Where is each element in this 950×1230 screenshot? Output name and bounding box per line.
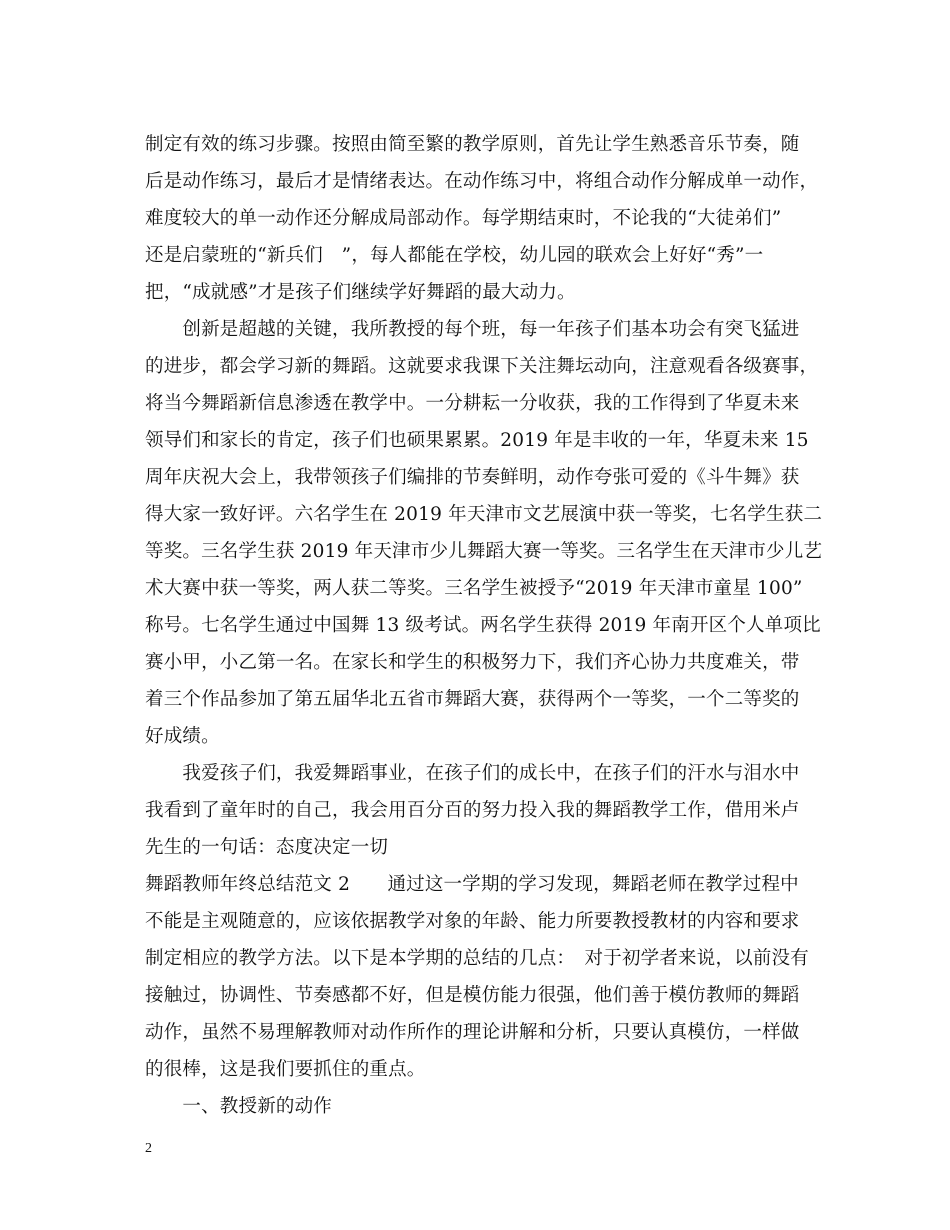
text-line: 周年庆祝大会上，我带领孩子们编排的节奏鲜明，动作夸张可爱的《斗牛舞》获 — [145, 467, 800, 488]
text-line: 我爱孩子们，我爱舞蹈事业，在孩子们的成长中，在孩子们的汗水与泪水中 — [145, 763, 800, 784]
text-line: 难度较大的单一动作还分解成局部动作。每学期结束时，不论我的“大徒弟们” — [145, 208, 782, 229]
text-line: 好成绩。 — [145, 726, 220, 747]
text-line: 先生的一句话：态度决定一切 — [145, 837, 389, 858]
text-line: 术大赛中获一等奖，两人获二等奖。三名学生被授予“2019 年天津市童星 100” — [145, 578, 803, 599]
text-line: 还是启蒙班的“新兵们 ”，每人都能在学校，幼儿园的联欢会上好好“秀”一 — [145, 245, 764, 266]
text-line: 一、教授新的动作 — [145, 1096, 333, 1117]
text-line: 等奖。三名学生获 2019 年天津市少儿舞蹈大赛一等奖。三名学生在天津市少儿艺 — [145, 541, 823, 562]
text-line: 将当今舞蹈新信息渗透在教学中。一分耕耘一分收获，我的工作得到了华夏未来 — [145, 393, 800, 414]
text-line: 称号。七名学生通过中国舞 13 级考试。两名学生获得 2019 年南开区个人单项比 — [145, 615, 821, 636]
page-number: 2 — [145, 1141, 152, 1156]
text-line: 领导们和家长的肯定，孩子们也硕果累累。2019 年是丰收的一年，华夏未来 15 — [145, 430, 809, 451]
text-line: 制定相应的教学方法。以下是本学期的总结的几点： 对于初学者来说，以前没有 — [145, 948, 809, 969]
text-line: 得大家一致好评。六名学生在 2019 年天津市文艺展演中获一等奖，七名学生获二 — [145, 504, 823, 525]
text-line: 着三个作品参加了第五届华北五省市舞蹈大赛，获得两个一等奖，一个二等奖的 — [145, 689, 800, 710]
text-line: 动作，虽然不易理解教师对动作所作的理论讲解和分析，只要认真模仿，一样做 — [145, 1022, 800, 1043]
text-line: 舞蹈教师年终总结范文 2 通过这一学期的学习发现，舞蹈老师在教学过程中 — [145, 874, 799, 895]
text-line: 赛小甲，小乙第一名。在家长和学生的积极努力下，我们齐心协力共度难关，带 — [145, 652, 800, 673]
text-line: 不能是主观随意的，应该依据教学对象的年龄、能力所要教授教材的内容和要求 — [145, 911, 800, 932]
text-line: 后是动作练习，最后才是情绪表达。在动作练习中，将组合动作分解成单一动作， — [145, 171, 819, 192]
text-line: 创新是超越的关键，我所教授的每个班，每一年孩子们基本功会有突飞猛进 — [145, 319, 800, 340]
text-line: 接触过，协调性、节奏感都不好，但是模仿能力很强，他们善于模仿教师的舞蹈 — [145, 985, 800, 1006]
text-line: 我看到了童年时的自己，我会用百分百的努力投入我的舞蹈教学工作，借用米卢 — [145, 800, 800, 821]
text-line: 制定有效的练习步骤。按照由简至繁的教学原则，首先让学生熟悉音乐节奏，随 — [145, 134, 800, 155]
text-line: 的很棒，这是我们要抓住的重点。 — [145, 1059, 426, 1080]
text-line: 的进步，都会学习新的舞蹈。这就要求我课下关注舞坛动向，注意观看各级赛事， — [145, 356, 819, 377]
text-line: 把，“成就感”才是孩子们继续学好舞蹈的最大动力。 — [145, 282, 576, 303]
